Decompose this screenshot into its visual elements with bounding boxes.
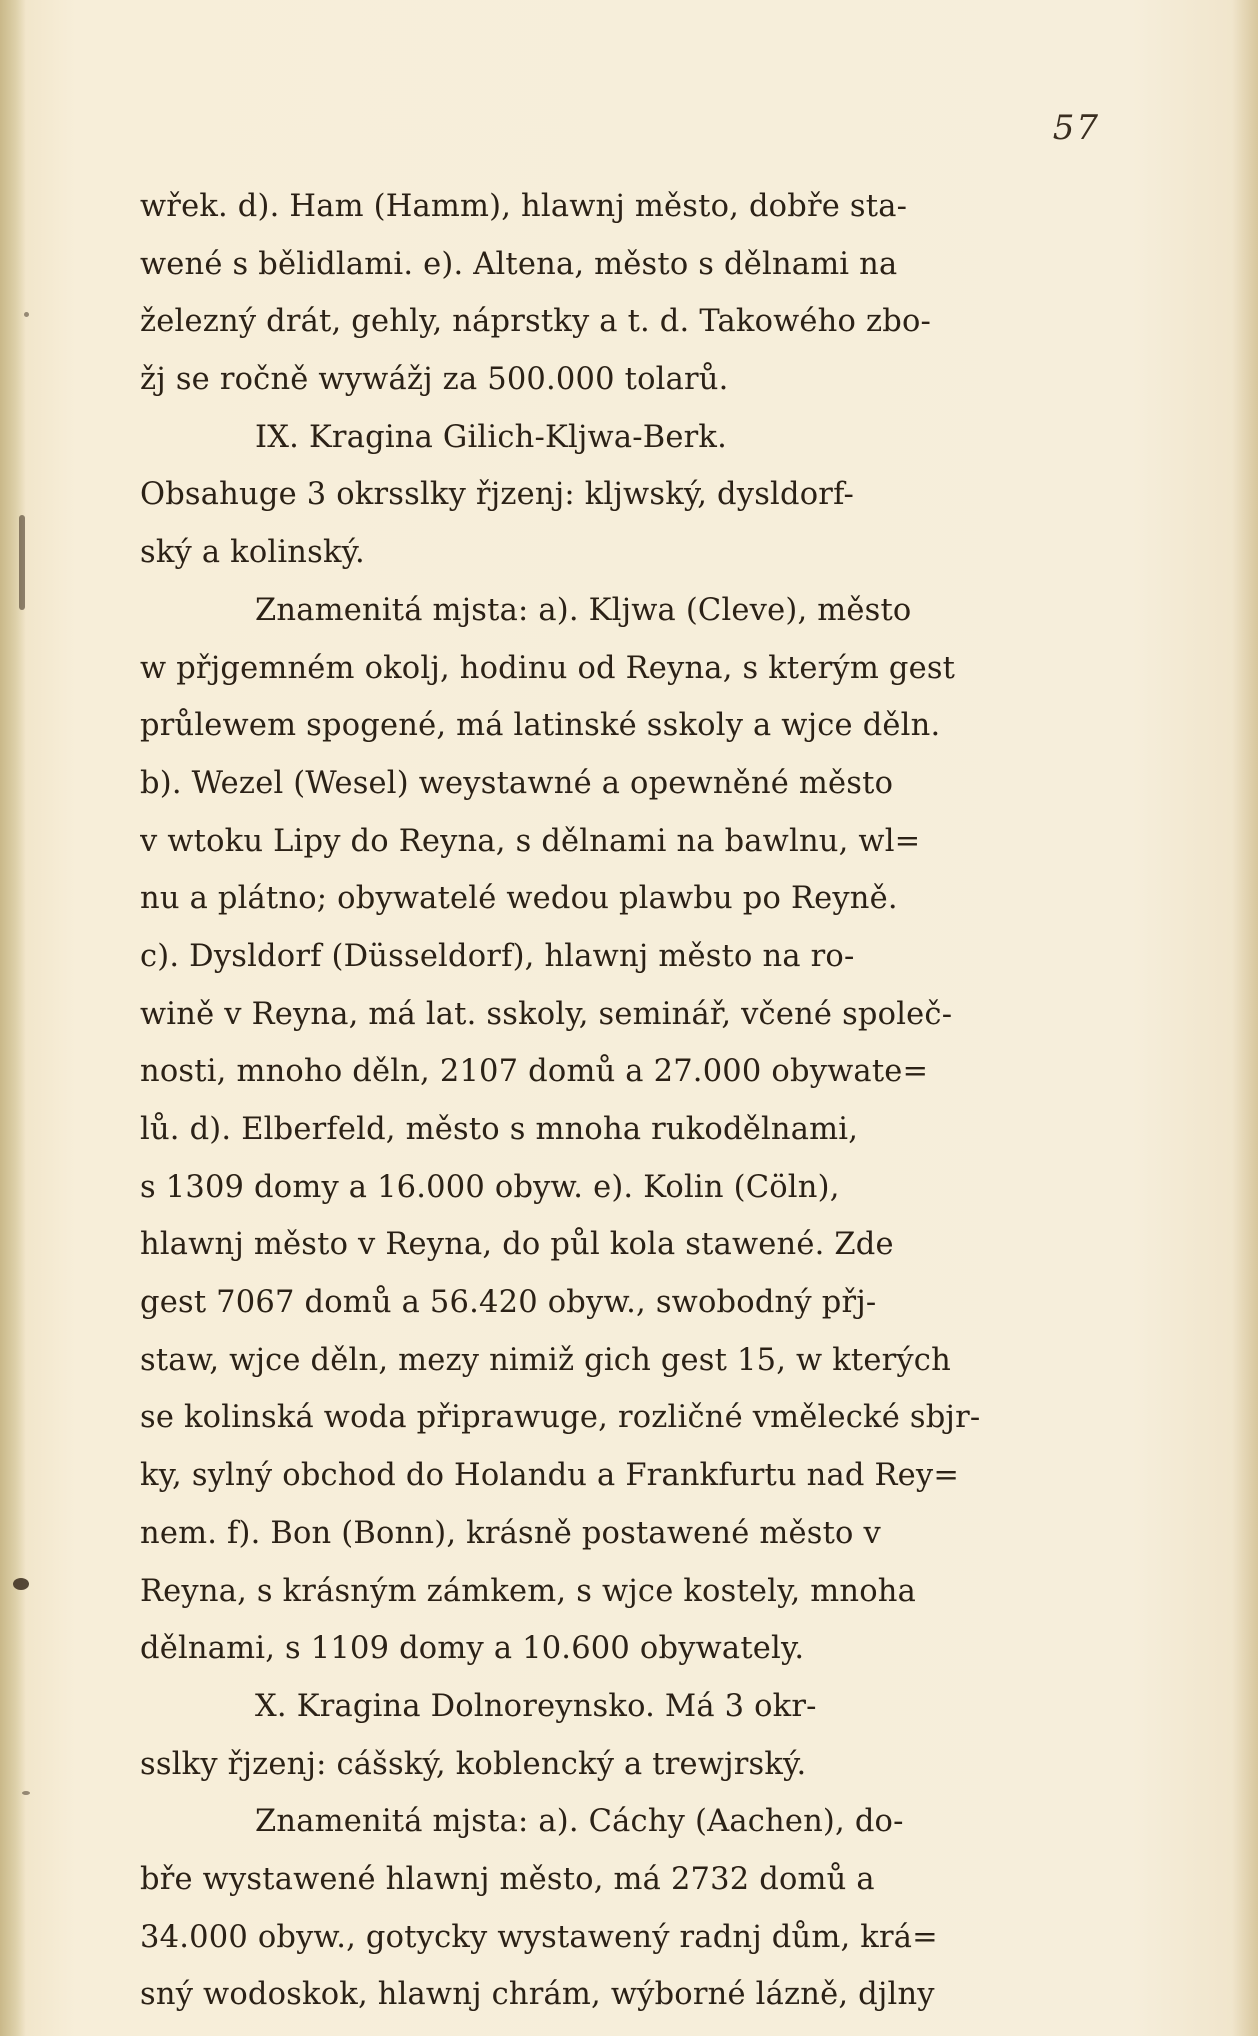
text-line: s 1309 domy a 16.000 obyw. e). Kolin (Cöln), [140, 1169, 840, 1205]
text-line: IX. Kragina Gilich-Kljwa-Berk. [255, 419, 727, 455]
text-line: nosti, mnoho děln, 2107 domů a 27.000 obywate= [140, 1054, 929, 1090]
text-line: žj se ročně wywážj za 500.000 tolarů. [140, 362, 729, 398]
text-line: Znamenitá mjsta: a). Cáchy (Aachen), do- [255, 1804, 904, 1840]
text-line: hlawnj město v Reyna, do půl kola stawené. Zde [140, 1227, 894, 1263]
text-line: w přjgemném okolj, hodinu od Reyna, s kterým gest [140, 650, 956, 686]
text-line: wené s bělidlami. e). Altena, město s dělnami na [140, 246, 898, 282]
text-line: železný drát, gehly, náprstky a t. d. Takowého zbo- [140, 304, 932, 340]
text-line: sslky řjzenj: cášský, koblencký a trewjrský. [140, 1746, 807, 1782]
text-line: Znamenitá mjsta: a). Kljwa (Cleve), město [255, 592, 912, 628]
margin-ink-mark [22, 1791, 30, 1795]
text-line: nem. f). Bon (Bonn), krásně postawené město v [140, 1515, 881, 1551]
body-text [140, 178, 1100, 2024]
text-line: ky, sylný obchod do Holandu a Frankfurtu nad Rey= [140, 1458, 960, 1494]
margin-ink-mark [19, 515, 25, 610]
text-line: Obsahuge 3 okrsslky řjzenj: kljwský, dysldorf- [140, 477, 854, 513]
page-gutter-shadow [0, 0, 26, 2036]
margin-ink-mark [13, 1578, 29, 1590]
text-line: 34.000 obyw., gotycky wystawený radnj dům, krá= [140, 1919, 938, 1955]
text-line: ský a kolinský. [140, 535, 365, 571]
text-line: wině v Reyna, má lat. sskoly, seminář, včené společ- [140, 996, 953, 1032]
text-line: bře wystawené hlawnj město, má 2732 domů a [140, 1861, 875, 1897]
page-edge-shadow [1232, 0, 1258, 2036]
text-line: dělnami, s 1109 domy a 10.600 obywately. [140, 1631, 805, 1667]
margin-ink-mark [24, 312, 29, 317]
text-line: sný wodoskok, hlawnj chrám, wýborné lázně, djlny [140, 1977, 935, 2013]
text-line: se kolinská woda připrawuge, rozličné vmělecké sbjr- [140, 1400, 981, 1436]
text-line: wřek. d). Ham (Hamm), hlawnj město, dobře sta- [140, 189, 908, 224]
text-line: v wtoku Lipy do Reyna, s dělnami na bawlnu, wl= [140, 823, 921, 859]
text-line: Reyna, s krásným zámkem, s wjce kostely, mnoha [140, 1573, 917, 1609]
text-line: c). Dysldorf (Düsseldorf), hlawnj město na ro- [140, 938, 855, 974]
text-line: nu a plátno; obywatelé wedou plawbu po Reyně. [140, 881, 898, 917]
page-number: 57 [1052, 108, 1100, 148]
text-line: staw, wjce děln, mezy nimiž gich gest 15, w kterých [140, 1342, 951, 1378]
text-line: průlewem spogené, má latinské sskoly a wjce děln. [140, 708, 941, 744]
text-line: lů. d). Elberfeld, město s mnoha rukodělnami, [140, 1112, 859, 1147]
text-line: X. Kragina Dolnoreynsko. Má 3 okr- [255, 1688, 817, 1724]
text-line: gest 7067 domů a 56.420 obyw., swobodný přj- [140, 1285, 877, 1321]
text-line: b). Wezel (Wesel) weystawné a opewněné město [140, 765, 894, 801]
